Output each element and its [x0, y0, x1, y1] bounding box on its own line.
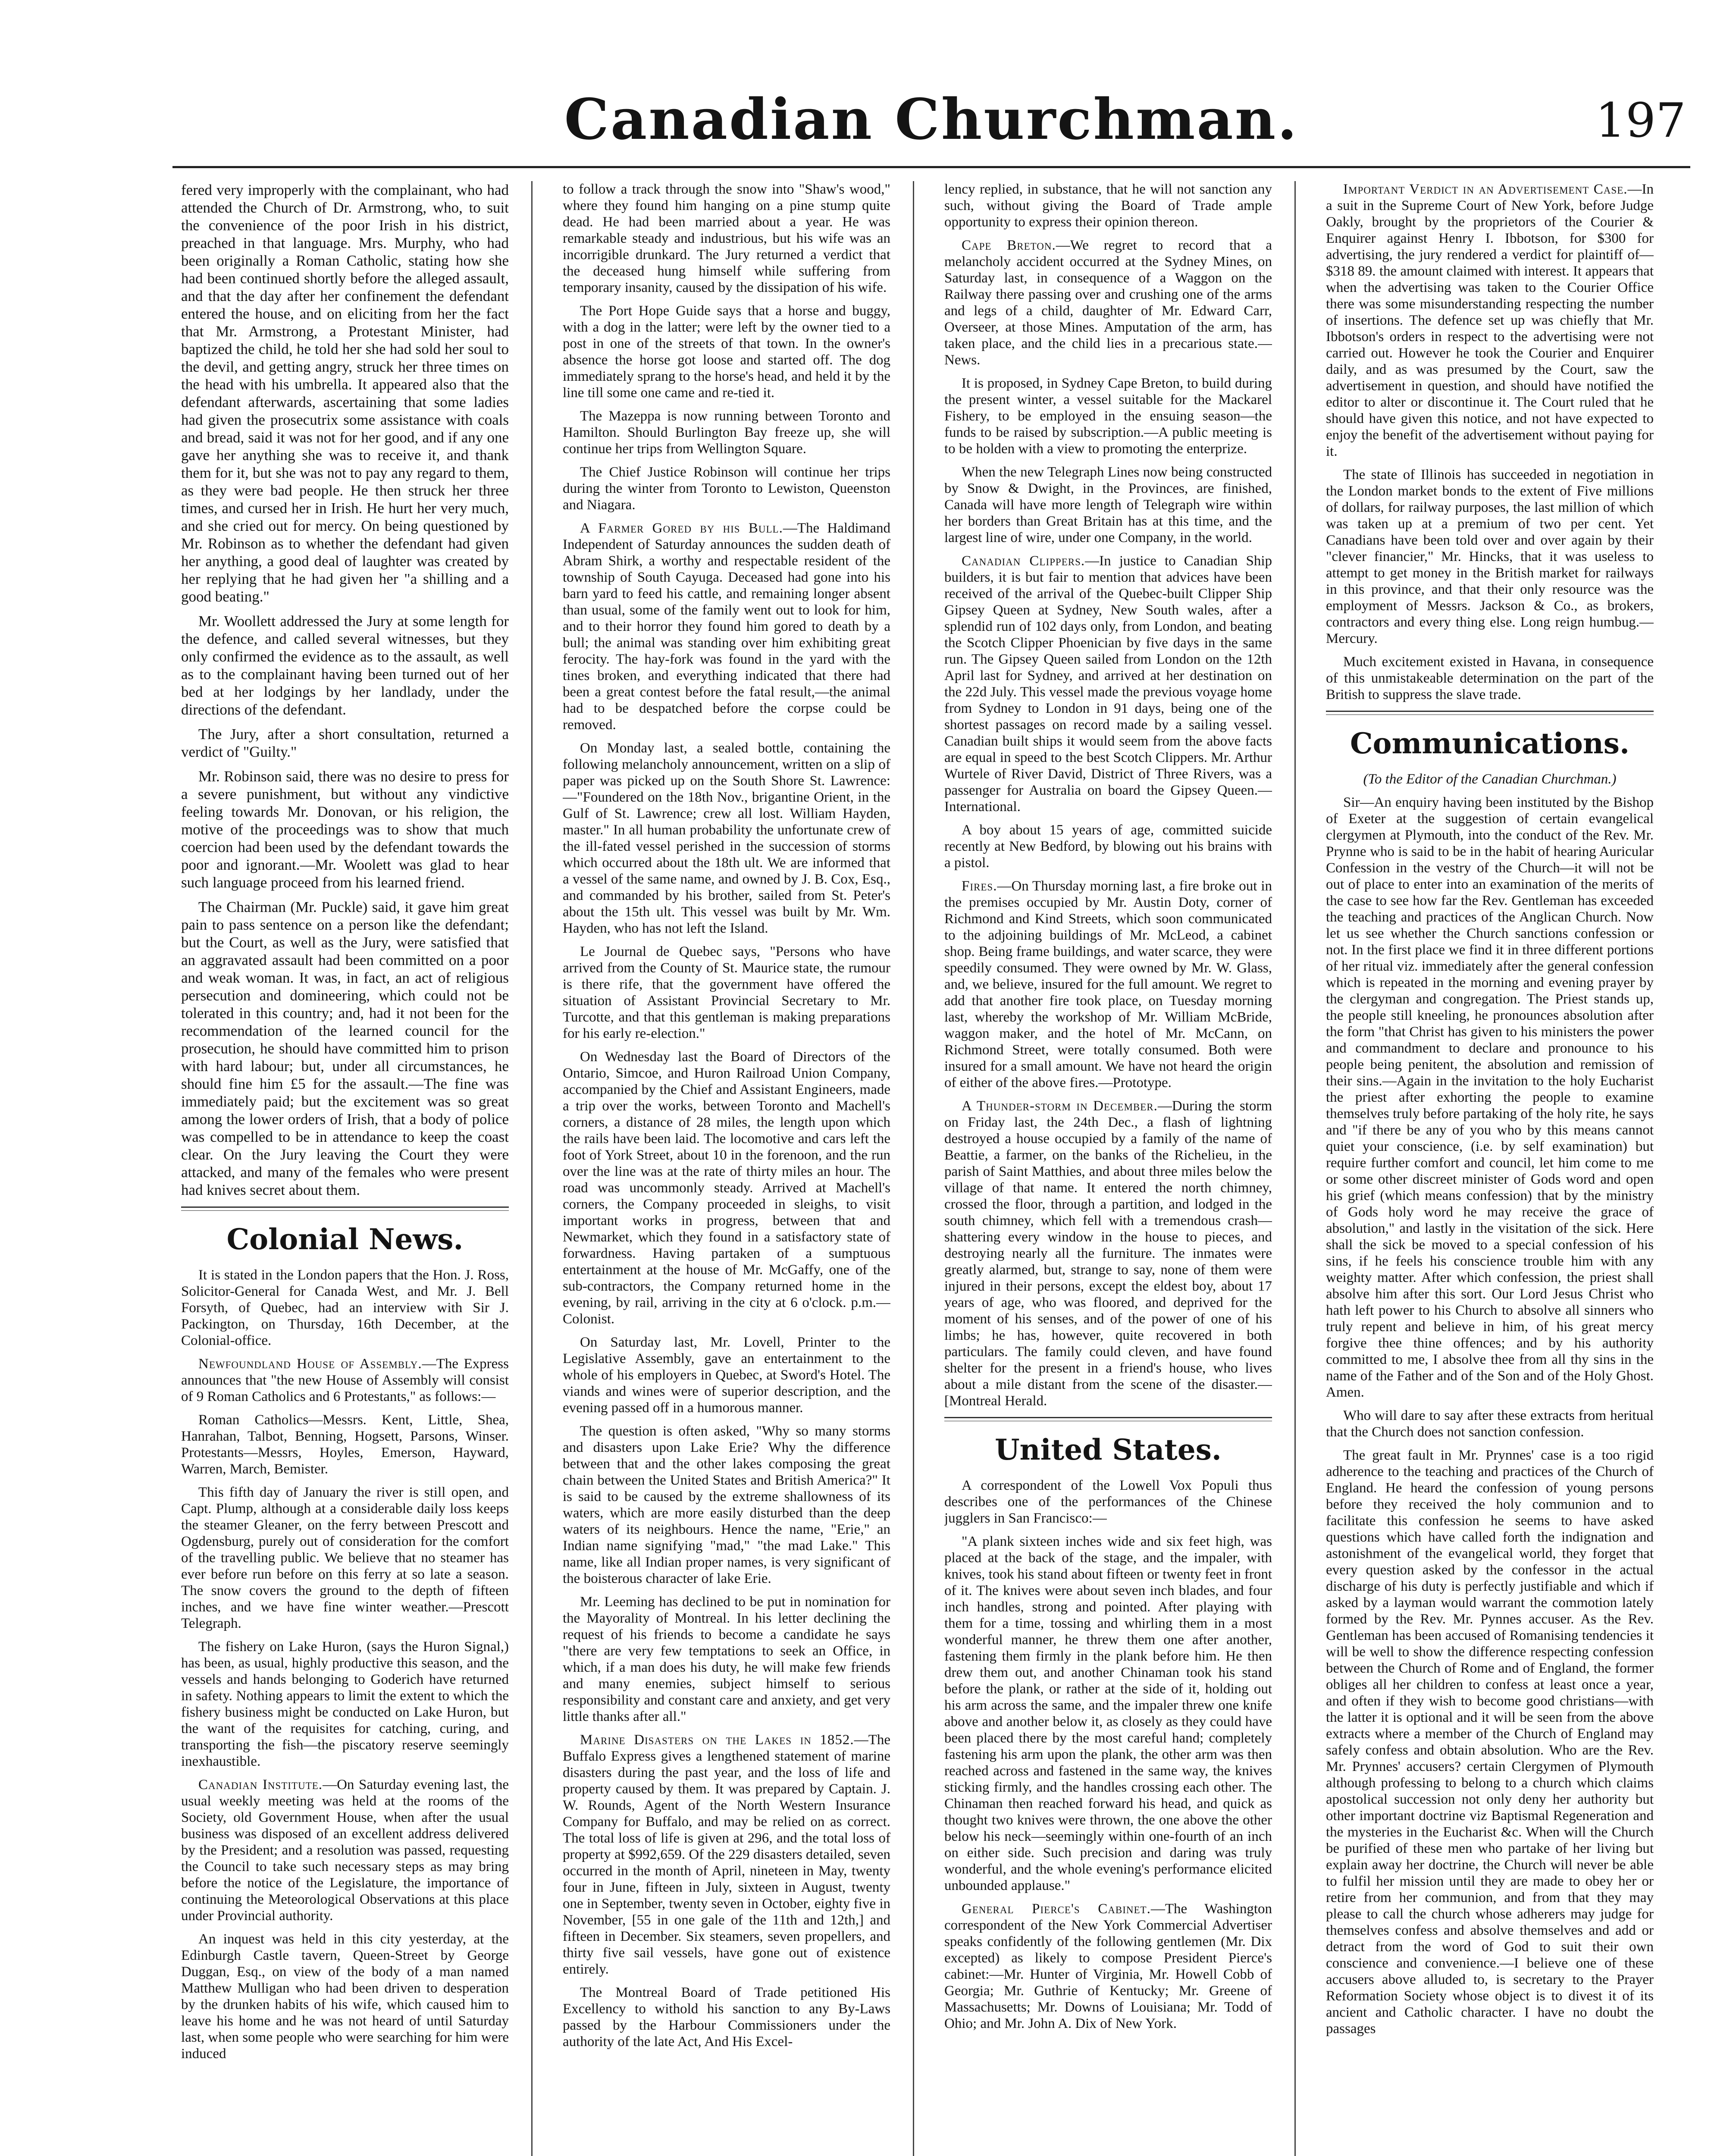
news-item-heading: Canadian Clippers. — [962, 553, 1085, 569]
news-item: Cape Breton.—We regret to record that a melancholy accident occurred at the Sydney Mines, on Saturday last, in consequence of a Waggon on the Railway there passing over and crushing one of the arms and legs of a child, daughter of Mr. Edward Carr, Overseer, at those Mines. Amputation of the arm, has taken place, and the child lies in a precarious state.—News. — [944, 238, 1272, 368]
letter-paragraph: The great fault in Mr. Prynnes' case is a too rigid adherence to the teaching and practices of the Church of England. He heard the confession of young persons before they received the holy communion and to facilitate this confession he seems to have asked questions which have called forth the indignation and astonishment of the evangelical world, they forget that every question asked by the confessor in the actual discharge of his duty is perfectly justifiable and which if asked by a layman would warrant the commotion lately formed by the Rev. Mr. Pynnes accuser. As the Rev. Gentleman has been accused of Romanising tendencies it will be well to show the difference respecting confession between the Church of Rome and of England, the former obliges all her children to confess at least once a year, and often if they wish to become good christians—with the latter it is optional and it will be seen from the above extracts where a member of the Church of England may safely confess and obtain absolution. Who are the Rev. Mr. Prynnes' accusers? certain Clergymen of Plymouth although professing to belong to a church which claims apostolical succession not only deny her authority but other important doctrine viz Baptismal Regeneration and the mysteries in the Eucharist &c. When will the Church be purified of these men who partake of her living but explain away her doctrine, the Church will never be able to fulfil her mission until they are made to obey her or retire from her communion, and from that they may please to call the church whose adherers may judge for themselves confess and absolve themselves and add or detract from the word of God to suit their own conscience and convenience.—I believe one of these accusers above alluded to, is secretary to the Prayer Reformation Society whose object is to divest it of its ancient and Catholic character. I have no doubt the passages — [1326, 1448, 1654, 2037]
news-item: This fifth day of January the river is still open, and Capt. Plump, although at a considerable daily loss keeps the steamer Gleaner, on the ferry between Prescott and Ogdensburg, purely out of consideration for the comfort of the travelling public. We believe that no steamer has ever before run before on this ferry at so late a season. The snow covers the ground to the depth of fifteen inches, and we have fine winter weather.—Prescott Telegraph. — [181, 1485, 509, 1631]
news-item: The Mazeppa is now running between Toronto and Hamilton. Should Burlington Bay freeze up, she will continue her trips from Wellington Square. — [563, 408, 890, 457]
section-rule — [944, 1417, 1272, 1421]
news-item: A correspondent of the Lowell Vox Populi thus describes one of the performances of the Chinese jugglers in San Francisco:— — [944, 1478, 1272, 1526]
news-item: A boy about 15 years of age, committed suicide recently at New Bedford, by blowing out his brains with a pistol. — [944, 822, 1272, 871]
column-divider — [913, 181, 914, 2156]
news-item: Canadian Clippers.—In justice to Canadian Ship builders, it is but fair to mention that advices have been received of the arrival of the Quebec-built Clipper Ship Gipsey Queen at Sydney, New South wales, after a splendid run of 102 days only, from London, and beating the Scotch Clipper Phoenician by five days in the same run. The Gipsey Queen sailed from London on the 12th April last for Sydney, and arrived at her destination on the 22d July. This vessel made the previous voyage home from Sydney to London in 91 days, being one of the shortest passages on record made by a sailing vessel. Canadian built ships it would seem from the above facts are equal in speed to the best Scotch Clippers. Mr. Arthur Wurtele of River David, District of Three Rivers, was a passenger for Australia on board the Gipsey Queen.—International. — [944, 553, 1272, 815]
letter-salutation: (To the Editor of the Canadian Churchman.) — [1363, 771, 1617, 787]
news-item: A Thunder-storm in December.—During the storm on Friday last, the 24th Dec., a flash of lightning destroyed a house occupied by a family of the name of Beattie, a farmer, on the banks of the Richelieu, in the parish of Saint Matthies, and about three miles below the village of that name. It entered the north chimney, crossed the floor, through a partition, and lodged in the south chimney, which fell with a tremendous crash—shattering every window in the house to pieces, and destroying nearly all the furniture. The inmates were greatly alarmed, but, strange to say, none of them were injured in their persons, except the eldest boy, about 17 years of age, who was floored, and deprived for the moment of his senses, and of the power of one of his limbs; he has, however, quite recovered in both particulars. The family could cleven, and have found shelter for the present in a friend's house, who lives about a mile distant from the scene of the disaster.—[Montreal Herald. — [944, 1098, 1272, 1409]
article-paragraph: fered very improperly with the complainant, who had attended the Church of Dr. Armstrong, who, to suit the convenience of the poor Irish in his district, preached in that language. Mrs. Murphy, who had been originally a Roman Catholic, stating how she had been continued shortly before the alleged assault, and that the day after her confinement the defendant entered the house, and on eliciting from her the fact that Mr. Armstrong, a Protestant Minister, had baptized the child, he told her she had sold her soul to the devil, and getting angry, struck her three times on the head with his umbrella. It appeared also that the defendant afterwards, ascertaining that some ladies had given the prosecutrix some assistance with coals and bread, said it was not for her good, and if any one gave her anything she was to receive it, and thank them for it, but she was not to pay any regard to them, as they were bad people. He then struck her three times, and cursed her in Irish. He hurt her very much, and she cried out for mercy. On being questioned by Mr. Robinson as to whether the defendant had given her anything, a good deal of laughter was created by her replying that he had given her "a shilling and a good beating." — [181, 182, 509, 605]
article-paragraph: The Chairman (Mr. Puckle) said, it gave him great pain to pass sentence on a person like the defendant; but the Court, as well as the Jury, were satisfied that an aggravated assault had been committed on a poor and weak woman. It was, in fact, an act of religious persecution and domineering, which could not be tolerated in this country; and, had it not been for the recommendation of the learned council for the prosecution, he should have committed him to prison with hard labour; but, under all circumstances, he should fine him £5 for the assault.—The fine was immediately paid; but the excitement was so great among the lower orders of Irish, that a body of police was compelled to be in attendance to keep the coast clear. On the Jury leaving the Court they were attacked, and many of the females who were present had knives secret about them. — [181, 899, 509, 1198]
column-1 — [181, 181, 509, 2156]
news-item: The Chief Justice Robinson will continue her trips during the winter from Toronto to Lewiston, Queenston and Niagara. — [563, 464, 890, 513]
news-item: Canadian Institute.—On Saturday evening last, the usual weekly meeting was held at the rooms of the Society, old Government House, when after the usual business was disposed of an excellent address delivered by the President; and a resolution was passed, requesting the Council to take such necessary steps as may bring before the notice of the Legislature, the importance of continuing the Meteorological Observations at this place under Provincial authority. — [181, 1777, 509, 1924]
news-item: It is proposed, in Sydney Cape Breton, to build during the present winter, a vessel suitable for the Mackarel Fishery, to be employed in the ensuing season—the funds to be raised by subscription.—A public meeting is to be holden with a view to promoting the enterprize. — [944, 376, 1272, 457]
news-item: The state of Illinois has succeeded in negotiation in the London market bonds to the extent of Five millions of dollars, for railway purposes, the last million of which was taken up at a premium of two per cent. Yet Canadians have been told over and over again by their "clever financier," Mr. Hincks, that it was useless to attempt to get money in the British market for railways in this province, and that their only resource was the employment of Messrs. Jackson & Co., as brokers, contractors and every thing else. Long reign humbug.—Mercury. — [1326, 467, 1654, 646]
news-item-heading: General Pierce's Cabinet. — [962, 1901, 1151, 1917]
news-item-heading: Marine Disasters on the Lakes in 1852. — [580, 1732, 854, 1748]
news-item: The Port Hope Guide says that a horse and buggy, with a dog in the latter; were left by the owner tied to a post in one of the streets of that town. In the owner's absence the horse got loose and started off. The dog immediately sprang to the horse's head, and held it by the line till some one came and re-tied it. — [563, 303, 890, 401]
news-item: It is stated in the London papers that the Hon. J. Ross, Solicitor-General for Canada West, and Mr. J. Bell Forsyth, of Quebec, had an interview with Sir J. Packington, on Thursday, 16th December, at the Colonial-office. — [181, 1267, 509, 1348]
news-item: The question is often asked, "Why so many storms and disasters upon Lake Erie? Why the difference between that and the other lakes composing the great chain between the United States and British America?" It is said to be caused by the extreme shallowness of its waters, which are more easily disturbed than the deep waters of its neighbours. Hence the name, "Erie," an Indian name signifying "mad," "the mad Lake." This name, like all Indian proper names, is very significant of the boisterous character of lake Erie. — [563, 1423, 890, 1586]
article-paragraph: Mr. Robinson said, there was no desire to press for a severe punishment, but without any vindictive feeling towards Mr. Donovan, or his religion, the motive of the proceedings was to show that much coercion had been used by the defendant towards the poor and ignorant.—Mr. Woolett was glad to hear such language proceed from his learned friend. — [181, 768, 509, 891]
news-item-heading: Canadian Institute. — [198, 1777, 323, 1792]
article-paragraph: The Jury, after a short consultation, returned a verdict of "Guilty." — [181, 726, 509, 760]
section-heading-communications: Communications. — [1350, 727, 1629, 760]
news-item: Newfoundland House of Assembly.—The Express announces that "the new House of Assembly will consist of 9 Roman Catholics and 6 Protestants," as follows:— — [181, 1356, 509, 1404]
column-divider — [531, 181, 533, 2156]
news-item-heading: Important Verdict in an Advertisement Case. — [1343, 182, 1628, 197]
masthead-rule — [172, 166, 1690, 168]
section-rule — [181, 1206, 509, 1211]
article-paragraph: Mr. Woollett addressed the Jury at some length for the defence, and called several witnesses, but they only confirmed the evidence as to the assault, as well as to the complainant having been turned out of her bed at her lodgings by her landlady, under the directions of the defendant. — [181, 613, 509, 718]
news-item-heading: A Farmer Gored by his Bull. — [580, 520, 783, 536]
news-item: Le Journal de Quebec says, "Persons who have arrived from the County of St. Maurice state, the rumour is there rife, that the government have offered the situation of Assistant Provincial Secretary to Mr. Turcotte, and that this gentleman is making preparations for his early re-election." — [563, 944, 890, 1041]
section-rule — [1326, 711, 1654, 715]
column-4 — [1326, 181, 1654, 2156]
news-item: An inquest was held in this city yesterday, at the Edinburgh Castle tavern, Queen-Street by George Duggan, Esq., on view of the body of a man named Matthew Mulligan who had been driven to desperation by the drunken habits of his wife, which caused him to leave his home and he was not heard of until Saturday last, when some people who were searching for him were induced — [181, 1931, 509, 2062]
news-item: Fires.—On Thursday morning last, a fire broke out in the premises occupied by Mr. Austin Doty, corner of Richmond and Kind Streets, which soon communicated to the adjoining buildings of Mr. McLeod, a cabinet shop. Being frame buildings, and water scarce, they were speedily consumed. They were owned by Mr. W. Glass, and, we believe, insured for the full amount. We regret to add that another fire took place, on Tuesday morning last, whereby the workshop of Mr. William McBride, waggon maker, and the hotel of Mr. McCann, on Richmond Street, were totally consumed. Both were insured for a small amount. We have not heard the origin of either of the above fires.—Prototype. — [944, 878, 1272, 1091]
news-item-heading: Newfoundland House of Assembly. — [198, 1356, 422, 1372]
news-item-heading: Cape Breton. — [962, 238, 1056, 253]
news-item: On Wednesday last the Board of Directors of the Ontario, Simcoe, and Huron Railroad Union Company, accompanied by the Chief and Assistant Engineers, made a trip over the works, between Toronto and Machell's corners, a distance of 28 miles, the length upon which the rails have been laid. The locomotive and cars left the foot of York Street, about 10 in the forenoon, and the run over the line was at the rate of thirty miles an hour. The road was uncommonly steady. Arrived at Machell's corners, the Company proceeded in sleighs, to visit important works in progress, between that and Newmarket, which they found in a satisfactory state of forwardness. Having partaken of a sumptuous entertainment at the house of Mr. McGaffy, one of the sub-contractors, the Company returned home in the evening, by rail, arriving in the city at 6 o'clock. p.m.—Colonist. — [563, 1049, 890, 1327]
news-item: The Montreal Board of Trade petitioned His Excellency to withold his sanction to any By-Laws passed by the Harbour Commissioners under the authority of the late Act, And His Excel- — [563, 1985, 890, 2049]
letter-paragraph: Sir—An enquiry having been instituted by the Bishop of Exeter at the suggestion of certain evangelical clergymen at Plymouth, into the conduct of the Rev. Mr. Prynne who is said to be in the habit of hearing Auricular Confession in the vestry of the Church—it will not be out of place to enter into an examination of the merits of the case to see how far the Rev. Gentleman has exceeded the teaching and practices of the Anglican Church. Now let us see whether the Church sanctions confession or not. In the first place we find it in three different portions of her ritual viz. immediately after the general confession which is repeated in the morning and evening prayer by the clergyman and congregation. The Priest stands up, the people still kneeling, he pronounces absolution after the form "that Christ has given to his ministers the power and commandment to declare and pronounce to his people being penitent, the absolution and remission of their sins.—Again in the invitation to the holy Eucharist the priest after exhorting the people to examine themselves truly before partaking of the holy rite, he says and "if there be any of you who by this means cannot quiet your conscience, (i.e. by self examination) but require further comfort and council, let him come to me or some other discreet minister of Gods word and open his grief (which means confession) that by the ministry of Gods holy word he may receive the grace of absolution," and lastly in the visitation of the sick. Here shall the sick be moved to a special confession of his sins, if he feels his conscience trouble him with any weighty matter. After which confession, the priest shall absolve him after this sort. Our Lord Jesus Christ who hath left power to his Church to absolve all sinners who truly repent and believe in him, of his great mercy forgive thee thine offences; and by his authority committed to me, I absolve thee from all thy sins in the name of the Father and of the Son and of the Holy Ghost. Amen. — [1326, 795, 1654, 1400]
newspaper-title: Canadian Churchman. — [564, 86, 1299, 152]
letter-paragraph: Who will dare to say after these extracts from heritual that the Church does not sanction confession. — [1326, 1408, 1654, 1440]
section-heading-colonial-news: Colonial News. — [226, 1222, 464, 1256]
column-divider — [1294, 181, 1296, 2156]
news-item: lency replied, in substance, that he will not sanction any such, without giving the Board of Trade ample opportunity to express their opinion thereon. — [944, 182, 1272, 230]
page-number: 197 — [1595, 93, 1686, 148]
news-item: When the new Telegraph Lines now being constructed by Snow & Dwight, in the Provinces, are finished, Canada will have more length of Telegraph wire within her borders than Great Britain has at this time, and the largest line of wire, under one Company, in the world. — [944, 464, 1272, 545]
news-item-heading: A Thunder-storm in December. — [962, 1098, 1158, 1114]
news-item: The fishery on Lake Huron, (says the Huron Signal,) has been, as usual, highly productive this season, and the vessels and hands belonging to Goderich have returned in safety. Nothing appears to limit the extent to which the fishery business might be conducted on Lake Huron, but the want of the requisites for catching, curing, and transporting the fish—the piscatory reserve seemingly inexhaustible. — [181, 1639, 509, 1769]
news-item: Important Verdict in an Advertisement Case.—In a suit in the Supreme Court of New York, before Judge Oakly, brought by the proprietors of the Courier & Enquirer against Henry I. Ibbotson, for $300 for advertising, the jury rendered a verdict for plaintiff of—$318 89. the amount claimed with interest. It appears that when the advertising was taken to the Courier Office there was some misunderstanding respecting the number of insertions. The defence set up was chiefly that Mr. Ibbotson's orders in respect to the advertising were not carried out. However he took the Courier and Enquirer daily, and as was presumed by the Court, saw the advertisement in question, and should have notified the editor to alter or discontinue it. The Court ruled that he should have given this notice, and not have expected to enjoy the benefit of the advertisement without paying for it. — [1326, 182, 1654, 459]
news-item: General Pierce's Cabinet.—The Washington correspondent of the New York Commercial Advertiser speaks confidently of the following gentlemen (Mr. Dix excepted) as likely to compose President Pierce's cabinet:—Mr. Hunter of Virginia, Mr. Howell Cobb of Georgia; Mr. Guthrie of Kentucky; Mr. Greene of Massachusetts; Mr. Downs of Louisiana; Mr. Todd of Ohio; and Mr. John A. Dix of New York. — [944, 1901, 1272, 2031]
column-3 — [944, 181, 1272, 2156]
news-item: Much excitement existed in Havana, in consequence of this unmistakeable determination on the part of the British to suppress the slave trade. — [1326, 654, 1654, 702]
news-item: "A plank sixteen inches wide and six feet high, was placed at the back of the stage, and the impaler, with knives, took his stand about fifteen or twenty feet in front of it. The knives were about seven inch blades, and four inch handles, strong and pointed. After playing with them for a time, tossing and whirling them in a most wonderful manner, he threw them one after another, fastening them firmly in the plank before him. He then drew them out, and another Chinaman took his stand before the plank, or rather at the side of it, holding out his arm across the same, and the impaler threw one knife above and another below it, as closely as they could have been placed there by the most careful hand; completely fastening his arm upon the plank, the other arm was then reached across and fastened in the same way, the knives sticking firmly, and the handles crossing each other. The Chinaman then reached forward his head, and quick as thought two knives were thrown, the one above the other below his neck—seemingly within one-fourth of an inch on either side. Such precision and daring was truly wonderful, and the whole evening's performance elicited unbounded applause." — [944, 1534, 1272, 1893]
news-item: Roman Catholics—Messrs. Kent, Little, Shea, Hanrahan, Talbot, Benning, Hogsett, Parsons, Winser. Protestants—Messrs, Hoyles, Emerson, Hayward, Warren, March, Bemister. — [181, 1412, 509, 1477]
masthead — [172, 69, 1690, 155]
section-heading-united-states: United States. — [995, 1433, 1222, 1467]
news-item: A Farmer Gored by his Bull.—The Haldimand Independent of Saturday announces the sudden death of Abram Shirk, a worthy and respectable resident of the township of South Cayuga. Deceased had gone into his barn yard to feed his cattle, and remaining longer absent than usual, some of the family went out to look for him, and to their horror they found him gored to death by a bull; the animal was standing over him exhibiting great ferocity. The hay-fork was found in the yard with the tines broken, and everything indicated that there had been a great contest before the fatal result,—the animal had to be despatched before the corpse could be removed. — [563, 520, 890, 733]
news-item: to follow a track through the snow into "Shaw's wood," where they found him hanging on a pine stump quite dead. He had been married about a year. He was remarkable steady and industrious, but his wife was an incorrigible drunkard. The Jury returned a verdict that the deceased hung himself while suffering from temporary insanity, caused by the dissipation of his wife. — [563, 182, 890, 295]
news-item: On Saturday last, Mr. Lovell, Printer to the Legislative Assembly, gave an entertainment to the whole of his employers in Quebec, at Sword's Hotel. The viands and wines were of superior description, and the evening passed off in a humorous manner. — [563, 1335, 890, 1416]
column-2 — [563, 181, 890, 2156]
news-item: Mr. Leeming has declined to be put in nomination for the Mayorality of Montreal. In his letter declining the request of his friends to become a candidate he says "there are very few temptations to seek an Office, in which, if a man does his duty, he will make few friends and many enemies, subject himself to serious responsibility and constant care and anxiety, and get very little thanks after all." — [563, 1594, 890, 1724]
news-item: Marine Disasters on the Lakes in 1852.—The Buffalo Express gives a lengthened statement of marine disasters during the past year, and the loss of life and property caused by them. It was prepared by Captain. J. W. Rounds, Agent of the North Western Insurance Company for Buffalo, and may be relied on as correct. The total loss of life is given at 296, and the total loss of property at $992,659. Of the 229 disasters detailed, seven occurred in the month of April, nineteen in May, twenty four in June, fifteen in July, sixteen in August, twenty one in September, twenty seven in October, eighty five in November, [55 in one gale of the 11th and 12th,] and fifteen in December. Six steamers, seven propellers, and thirty five sail vessels, have gone out of existence entirely. — [563, 1732, 890, 1977]
news-item-heading: Fires. — [962, 878, 997, 894]
news-item: On Monday last, a sealed bottle, containing the following melancholy announcement, written on a slip of paper was picked up on the South Shore St. Lawrence:—"Foundered on the 18th Nov., brigantine Orient, in the Gulf of St. Lawrence; crew all lost. William Hayden, master." In all human probability the unfortunate crew of the ill-fated vessel perished in the succession of storms which occurred about the 18th ult. We are informed that a vessel of the same name, and owned by J. B. Cox, Esq., and commanded by his brother, sailed from St. Peter's about the 15th ult. This vessel was built by Mr. Wm. Hayden, who has not left the Island. — [563, 740, 890, 936]
